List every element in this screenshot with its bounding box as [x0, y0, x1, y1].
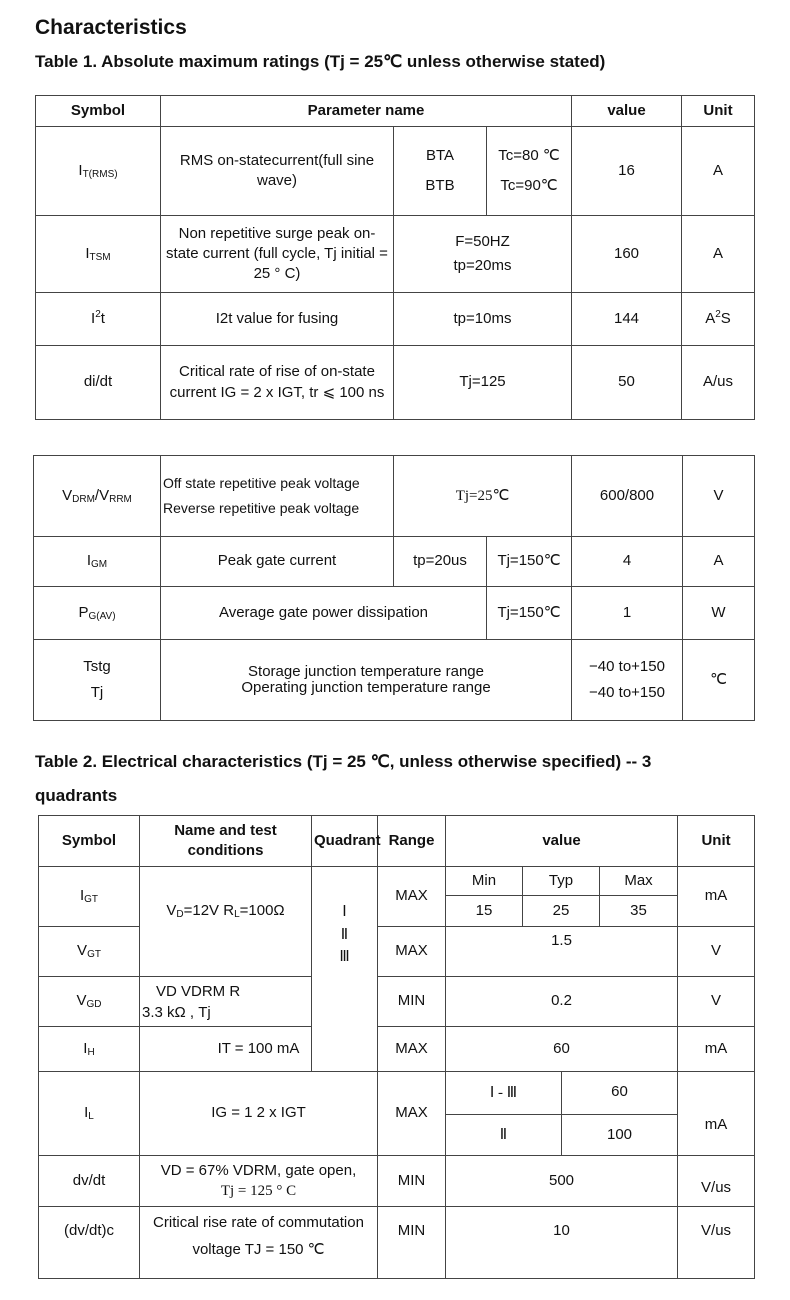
- range-cell: MAX: [378, 927, 446, 977]
- section-heading: Characteristics: [35, 16, 187, 39]
- condition-cell: Critical rise rate of commutation voltage TJ = 150 ℃: [140, 1207, 378, 1279]
- value-cell: 16: [572, 127, 682, 216]
- min-value: 15: [446, 896, 523, 927]
- table-row: [36, 127, 755, 216]
- condition-cell: IG = 1 2 x IGT: [140, 1072, 378, 1156]
- header-quadrant: Quadrant: [312, 816, 378, 867]
- condition-cell: Tj=150℃: [487, 587, 572, 640]
- table-row: [39, 1207, 755, 1279]
- condition-cell: F=50HZ tp=20ms: [394, 216, 572, 293]
- symbol-cell: dv/dt: [39, 1156, 140, 1207]
- range-cell: MIN: [378, 1207, 446, 1279]
- value-cell: 4: [572, 537, 683, 587]
- value-cell: 600/800: [572, 456, 683, 537]
- table2-caption: Table 2. Electrical characteristics (Tj = 25 ℃, unless otherwise specified) -- 3: [35, 752, 652, 771]
- typ-header: Typ: [523, 867, 600, 896]
- unit-cell: W: [683, 587, 755, 640]
- table-row: [39, 1072, 755, 1115]
- condition-cell: Tj=125: [394, 346, 572, 420]
- symbol-cell: $I^2t$: [36, 293, 161, 346]
- value-cell: 500: [446, 1156, 678, 1207]
- table-row: [34, 640, 755, 721]
- header-name: Name and test conditions: [140, 816, 312, 867]
- table1-caption: Table 1. Absolute maximum ratings (Tj = 25℃ unless otherwise stated): [35, 52, 606, 71]
- table-row: [39, 1156, 755, 1207]
- range-cell: MAX: [378, 1072, 446, 1156]
- typ-value: 25: [523, 896, 600, 927]
- condition-cell: Tc=80 ℃ Tc=90℃: [487, 127, 572, 216]
- symbol-cell: $P_{G(AV)}$: [34, 587, 161, 640]
- unit-cell: V/us: [678, 1207, 755, 1279]
- symbol-cell: $I_H$: [39, 1027, 140, 1072]
- unit-cell: mA: [678, 867, 755, 927]
- table-row: [39, 867, 755, 896]
- table-row: [34, 587, 755, 640]
- range-cell: MAX: [378, 1027, 446, 1072]
- symbol-cell: Tstg Tj: [34, 640, 161, 721]
- symbol-cell: $I_{GM}$: [34, 537, 161, 587]
- parameter-cell: I2t value for fusing: [161, 293, 394, 346]
- ratings-table-continued: [33, 455, 755, 721]
- condition-cell: Tj=150℃: [487, 537, 572, 587]
- condition-cell: tp=10ms: [394, 293, 572, 346]
- value-cell: 1.5: [446, 927, 678, 977]
- unit-cell: A/us: [682, 346, 755, 420]
- electrical-characteristics-table: [38, 815, 755, 1279]
- symbol-cell: $I_{TSM}$: [36, 216, 161, 293]
- absolute-max-ratings-table: [35, 95, 755, 420]
- unit-cell: A: [682, 216, 755, 293]
- value-cell: 50: [572, 346, 682, 420]
- symbol-cell: di/dt: [36, 346, 161, 420]
- value-cell: 1: [572, 587, 683, 640]
- condition-cell: BTA BTB: [394, 127, 487, 216]
- quadrant-cell: Ⅰ Ⅱ Ⅲ: [312, 867, 378, 1072]
- table-header-row: [39, 816, 755, 867]
- parameter-cell: Off state repetitive peak voltage Reverse repetitive peak voltage: [161, 456, 394, 537]
- table-row: [36, 293, 755, 346]
- unit-cell: V: [678, 927, 755, 977]
- unit-cell: A: [682, 127, 755, 216]
- table-row: [39, 977, 755, 1027]
- condition-cell: VD = 67% VDRM, gate open, Tj = 125 ° C: [140, 1156, 378, 1207]
- header-parameter: Parameter name: [161, 96, 572, 127]
- header-range: Range: [378, 816, 446, 867]
- value-cell: −40 to+150 −40 to+150: [572, 640, 683, 721]
- value-cell: 60: [446, 1027, 678, 1072]
- parameter-cell: RMS on-statecurrent(full sine wave): [161, 127, 394, 216]
- header-value: value: [572, 96, 682, 127]
- value-cell: 160: [572, 216, 682, 293]
- value-subcell: 60: [562, 1072, 678, 1115]
- value-cell: 144: [572, 293, 682, 346]
- header-unit: Unit: [678, 816, 755, 867]
- unit-cell: mA: [678, 1027, 755, 1072]
- table-row: [36, 346, 755, 420]
- range-cell: MIN: [378, 977, 446, 1027]
- parameter-cell: Critical rate of rise of on-state current IG = 2 x IGT, tr ⩽ 100 ns: [161, 346, 394, 420]
- parameter-cell: Storage junction temperature range Operating junction temperature range: [161, 640, 572, 721]
- symbol-cell: $V_{DRM}/V_{RRM}$: [34, 456, 161, 537]
- symbol-cell: $V_{GD}$: [39, 977, 140, 1027]
- table-row: [39, 1027, 755, 1072]
- range-cell: MIN: [378, 1156, 446, 1207]
- range-cell: MAX: [378, 867, 446, 927]
- max-value: 35: [600, 896, 678, 927]
- table-row: [34, 456, 755, 537]
- unit-cell: $A^2S$: [682, 293, 755, 346]
- unit-cell: V: [683, 456, 755, 537]
- condition-cell: IT = 100 mA: [140, 1027, 378, 1072]
- header-symbol: Symbol: [39, 816, 140, 867]
- parameter-cell: Average gate power dissipation: [161, 587, 487, 640]
- symbol-cell: $I_{GT}$: [39, 867, 140, 927]
- symbol-cell: $V_{GT}$: [39, 927, 140, 977]
- condition-cell: VD VDRM R 3.3 kΩ , Tj: [140, 977, 312, 1027]
- table2-caption-continued: quadrants: [35, 786, 118, 805]
- table-row: [36, 216, 755, 293]
- table-row: [34, 537, 755, 587]
- min-header: Min: [446, 867, 523, 896]
- symbol-cell: (dv/dt)c: [39, 1207, 140, 1279]
- value-cell: 10: [446, 1207, 678, 1279]
- condition-cell: $V_D=12V$ $R_L=100\Omega$: [140, 867, 312, 977]
- header-value: value: [446, 816, 678, 867]
- symbol-cell: $I_{T(RMS)}$: [36, 127, 161, 216]
- condition-cell: Tj=25℃: [394, 456, 572, 537]
- unit-cell: V: [678, 977, 755, 1027]
- unit-cell: ℃: [683, 640, 755, 721]
- symbol-cell: $I_L$: [39, 1072, 140, 1156]
- unit-cell: A: [683, 537, 755, 587]
- quadrant-subcell: Ⅰ - Ⅲ: [446, 1072, 562, 1115]
- header-unit: Unit: [682, 96, 755, 127]
- header-symbol: Symbol: [36, 96, 161, 127]
- unit-cell: V/us: [678, 1156, 755, 1207]
- max-header: Max: [600, 867, 678, 896]
- table-header-row: [36, 96, 755, 127]
- condition-cell: tp=20us: [394, 537, 487, 587]
- parameter-cell: Non repetitive surge peak on-state current (full cycle, Tj initial = 25 ° C): [161, 216, 394, 293]
- parameter-cell: Peak gate current: [161, 537, 394, 587]
- unit-cell: mA: [678, 1072, 755, 1156]
- quadrant-subcell: Ⅱ: [446, 1115, 562, 1156]
- value-cell: 0.2: [446, 977, 678, 1027]
- value-subcell: 100: [562, 1115, 678, 1156]
